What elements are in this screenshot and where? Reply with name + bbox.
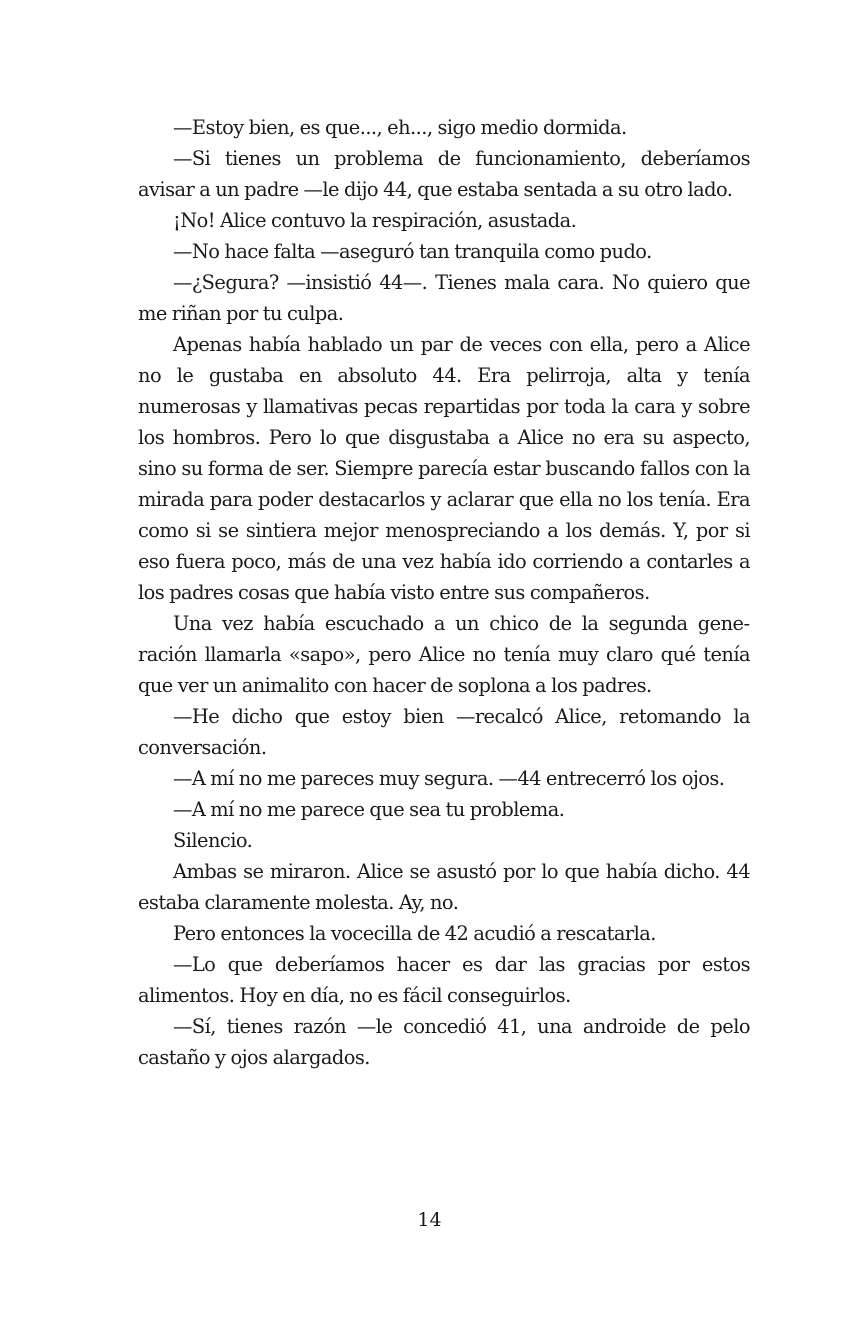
- paragraph-5: —¿Segura? —insistió 44—. Tienes mala cara. No quiero que me riñan por tu culpa.: [138, 271, 750, 325]
- paragraph-9: —A mí no me pareces muy segura. —44 entrecerró los ojos.: [173, 767, 725, 790]
- paragraph-3: ¡No! Alice contuvo la respiración, asustada.: [173, 209, 577, 232]
- paragraph-8: —He dicho que estoy bien —recalcó Alice, retomando la conversación.: [138, 705, 750, 759]
- paragraph-2: —Si tienes un problema de funcionamiento, deberíamos avisar a un padre —le dijo 44, que estaba sentada a su otro lado.: [138, 147, 750, 201]
- paragraph-13: Pero entonces la vocecilla de 42 acudió a rescatarla.: [173, 922, 656, 945]
- page-number: 14: [417, 1209, 442, 1231]
- paragraph-6: Apenas había hablado un par de veces con ella, pero a Alice no le gustaba en absoluto 44. Era pelirroja, alta y tenía numerosas y llamativas pecas repartidas por toda la cara y sobre los hombros. Pero lo que disgustaba a Alice no era su aspecto, sino su forma de ser. Siempre parecía estar buscando fallos con la mirada para poder destacarlos y aclarar que ella no los tenía. Era como si se sintiera mejor menospreciando a los demás. Y, por si eso fuera poco, más de una vez había ido corriendo a contarles a los padres cosas que había visto entre sus compañeros.: [138, 333, 750, 604]
- paragraph-11: Silencio.: [173, 829, 253, 852]
- paragraph-1: —Estoy bien, es que..., eh..., sigo medio dormida.: [173, 116, 627, 139]
- paragraph-14: —Lo que deberíamos hacer es dar las gracias por estos alimentos. Hoy en día, no es fácil conseguirlos.: [138, 953, 750, 1007]
- paragraph-12: Ambas se miraron. Alice se asustó por lo que había dicho. 44 estaba claramente molesta. Ay, no.: [138, 860, 750, 914]
- paragraph-4: —No hace falta —aseguró tan tranquila como pudo.: [173, 240, 652, 263]
- paragraph-10: —A mí no me parece que sea tu problema.: [173, 798, 565, 821]
- body-text: [138, 112, 750, 1073]
- paragraph-7: Una vez había escuchado a un chico de la segunda generación llamarla «sapo», pero Alice no tenía muy claro qué tenía que ver un animalito con hacer de soplona a los padres.: [138, 612, 750, 697]
- paragraph-15: —Sí, tienes razón —le concedió 41, una androide de pelo castaño y ojos alargados.: [138, 1015, 750, 1069]
